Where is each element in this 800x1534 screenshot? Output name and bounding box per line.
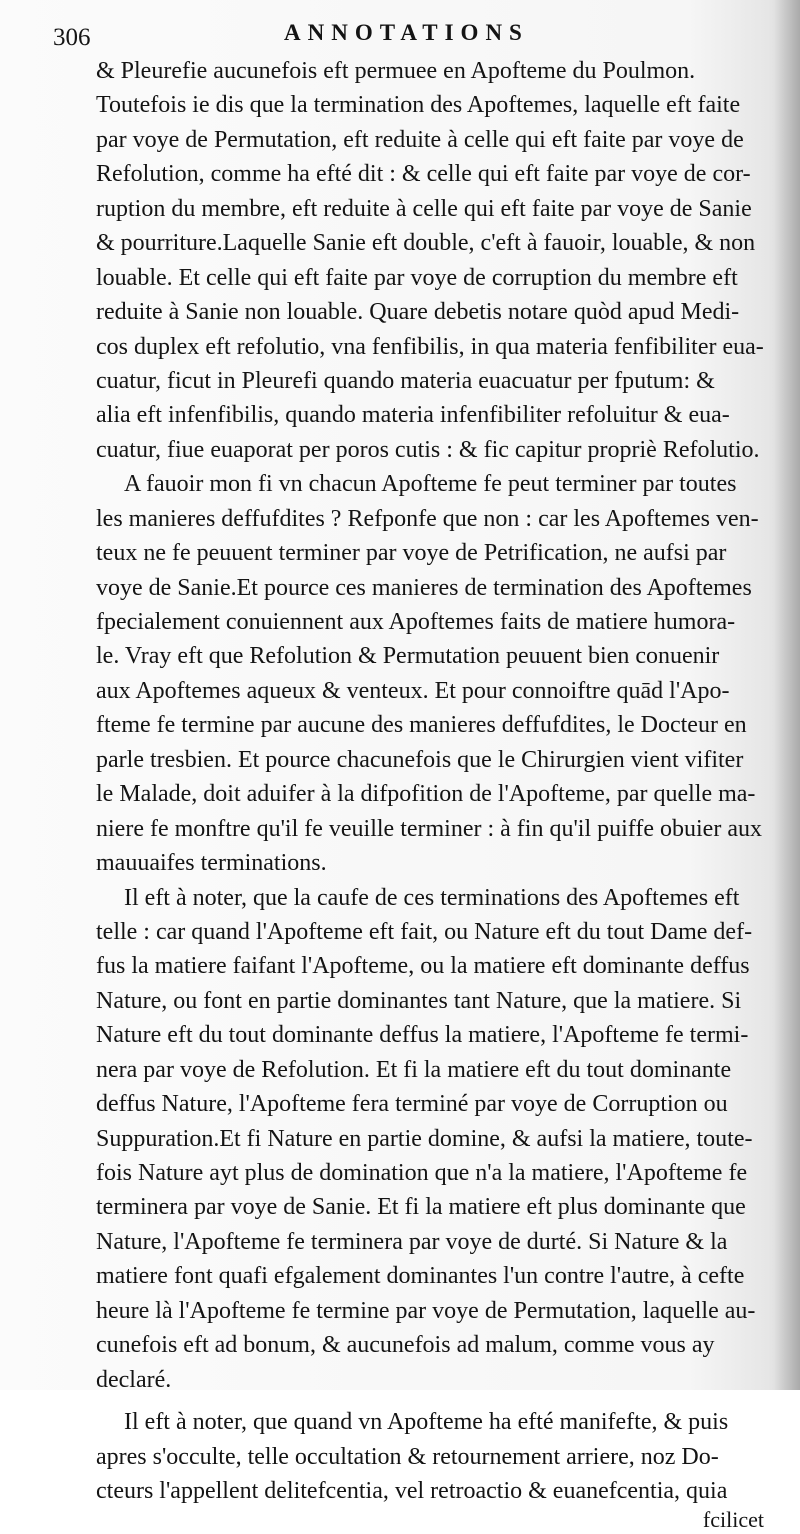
text-line: cunefois eft ad bonum, & aucunefois ad malum, comme vous ay xyxy=(96,1332,715,1359)
text-line: cos duplex eft refolutio, vna fenfibilis, in qua materia fenfibiliter eua- xyxy=(96,333,764,360)
text-line: deffus Nature, l'Apofteme fera terminé par voye de Corruption ou xyxy=(96,1091,728,1118)
text-line: & Pleurefie aucunefois eft permuee en Apofteme du Poulmon. xyxy=(96,58,696,84)
text-line: mauuaifes terminations. xyxy=(96,850,327,877)
text-line: Suppuration.Et fi Nature en partie domine, & aufsi la matiere, toute- xyxy=(96,1125,753,1152)
text-line: & pourriture.Laquelle Sanie eft double, c'eft à fauoir, louable, & non xyxy=(96,230,756,257)
catchword: fcilicet xyxy=(702,1507,764,1533)
text-line: parle tresbien. Et pource chacunefois que le Chirurgien vient vifiter xyxy=(96,746,744,773)
text-line: Il eft à noter, que la caufe de ces terminations des Apoftemes eft xyxy=(124,884,740,911)
text-line: Il eft à noter, que quand vn Apofteme ha efté manifefte, & puis xyxy=(124,1409,729,1436)
text-line: heure là l'Apofteme fe termine par voye de Permutation, laquelle au- xyxy=(96,1297,756,1324)
text-line: les manieres deffufdites ? Refponfe que non : car les Apoftemes ven- xyxy=(96,505,759,532)
text-line: Refolution, comme ha efté dit : & celle qui eft faite par voye de cor- xyxy=(96,161,751,188)
text-line: aux Apoftemes aqueux & venteux. Et pour connoiftre quād l'Apo- xyxy=(96,677,730,704)
text-line: cuatur, fiue euaporat per poros cutis : & fic capitur propriè Refolutio. xyxy=(96,436,760,463)
text-block xyxy=(96,54,764,1534)
paragraph-4 xyxy=(96,1405,764,1508)
text-line: voye de Sanie.Et pource ces manieres de termination des Apoftemes xyxy=(96,574,752,601)
text-line: A fauoir mon fi vn chacun Apofteme fe peut terminer par toutes xyxy=(124,471,737,498)
text-line: matiere font quafi efgalement dominantes l'un contre l'autre, à cefte xyxy=(96,1263,745,1290)
text-line: fus la matiere faifant l'Apofteme, ou la matiere eft dominante deffus xyxy=(96,953,750,980)
text-line: declaré. xyxy=(96,1366,172,1393)
text-line: le. Vray eft que Refolution & Permutation peuuent bien conuenir xyxy=(96,643,720,670)
page-number: 306 xyxy=(53,24,91,51)
text-line: teux ne fe peuuent terminer par voye de Petrification, ne aufsi par xyxy=(96,540,727,567)
text-line: reduite à Sanie non louable. Quare debetis notare quòd apud Medi- xyxy=(96,299,740,326)
paragraph-1 xyxy=(96,54,764,467)
text-line: niere fe monftre qu'il fe veuille terminer : à fin qu'il puiffe obuier aux xyxy=(96,815,762,842)
text-line: le Malade, doit aduifer à la difpofition de l'Apofteme, par quelle ma- xyxy=(96,781,756,808)
text-line: louable. Et celle qui eft faite par voye de corruption du membre eft xyxy=(96,264,738,291)
text-line: fteme fe termine par aucune des manieres deffufdites, le Docteur en xyxy=(96,712,747,739)
text-line: apres s'occulte, telle occultation & retournement arriere, noz Do- xyxy=(96,1443,719,1470)
page-edge-shadow xyxy=(774,0,800,1390)
text-line: nera par voye de Refolution. Et fi la matiere eft du tout dominante xyxy=(96,1056,732,1083)
text-line: cteurs l'appellent delitefcentia, vel retroactio & euanefcentia, quia xyxy=(96,1477,728,1504)
text-line: Nature, ou font en partie dominantes tant Nature, que la matiere. Si xyxy=(96,987,742,1014)
text-line: Nature eft du tout dominante deffus la matiere, l'Apofteme fe termi- xyxy=(96,1022,749,1049)
running-head: ANNOTATIONS xyxy=(284,20,529,45)
text-line: fois Nature ayt plus de domination que n'a la matiere, l'Apofteme fe xyxy=(96,1160,748,1186)
text-line: cuatur, ficut in Pleurefi quando materia euacuatur per fputum: & xyxy=(96,367,715,394)
text-line: fpecialement conuiennent aux Apoftemes faits de matiere humora- xyxy=(96,609,736,635)
text-line: terminera par voye de Sanie. Et fi la matiere eft plus dominante que xyxy=(96,1194,746,1221)
paragraph-3 xyxy=(96,881,764,1398)
text-line: telle : car quand l'Apofteme eft fait, ou Nature eft du tout Dame def- xyxy=(96,918,753,945)
text-line: alia eft infenfibilis, quando materia infenfibiliter refoluitur & eua- xyxy=(96,402,730,429)
text-line: Nature, l'Apofteme fe terminera par voye de durté. Si Nature & la xyxy=(96,1228,728,1255)
text-line: par voye de Permutation, eft reduite à celle qui eft faite par voye de xyxy=(96,126,744,153)
text-line: ruption du membre, eft reduite à celle qui eft faite par voye de Sanie xyxy=(96,195,752,222)
paragraph-2 xyxy=(96,467,764,880)
text-line: Toutefois ie dis que la termination des Apoftemes, laquelle eft faite xyxy=(96,92,741,119)
